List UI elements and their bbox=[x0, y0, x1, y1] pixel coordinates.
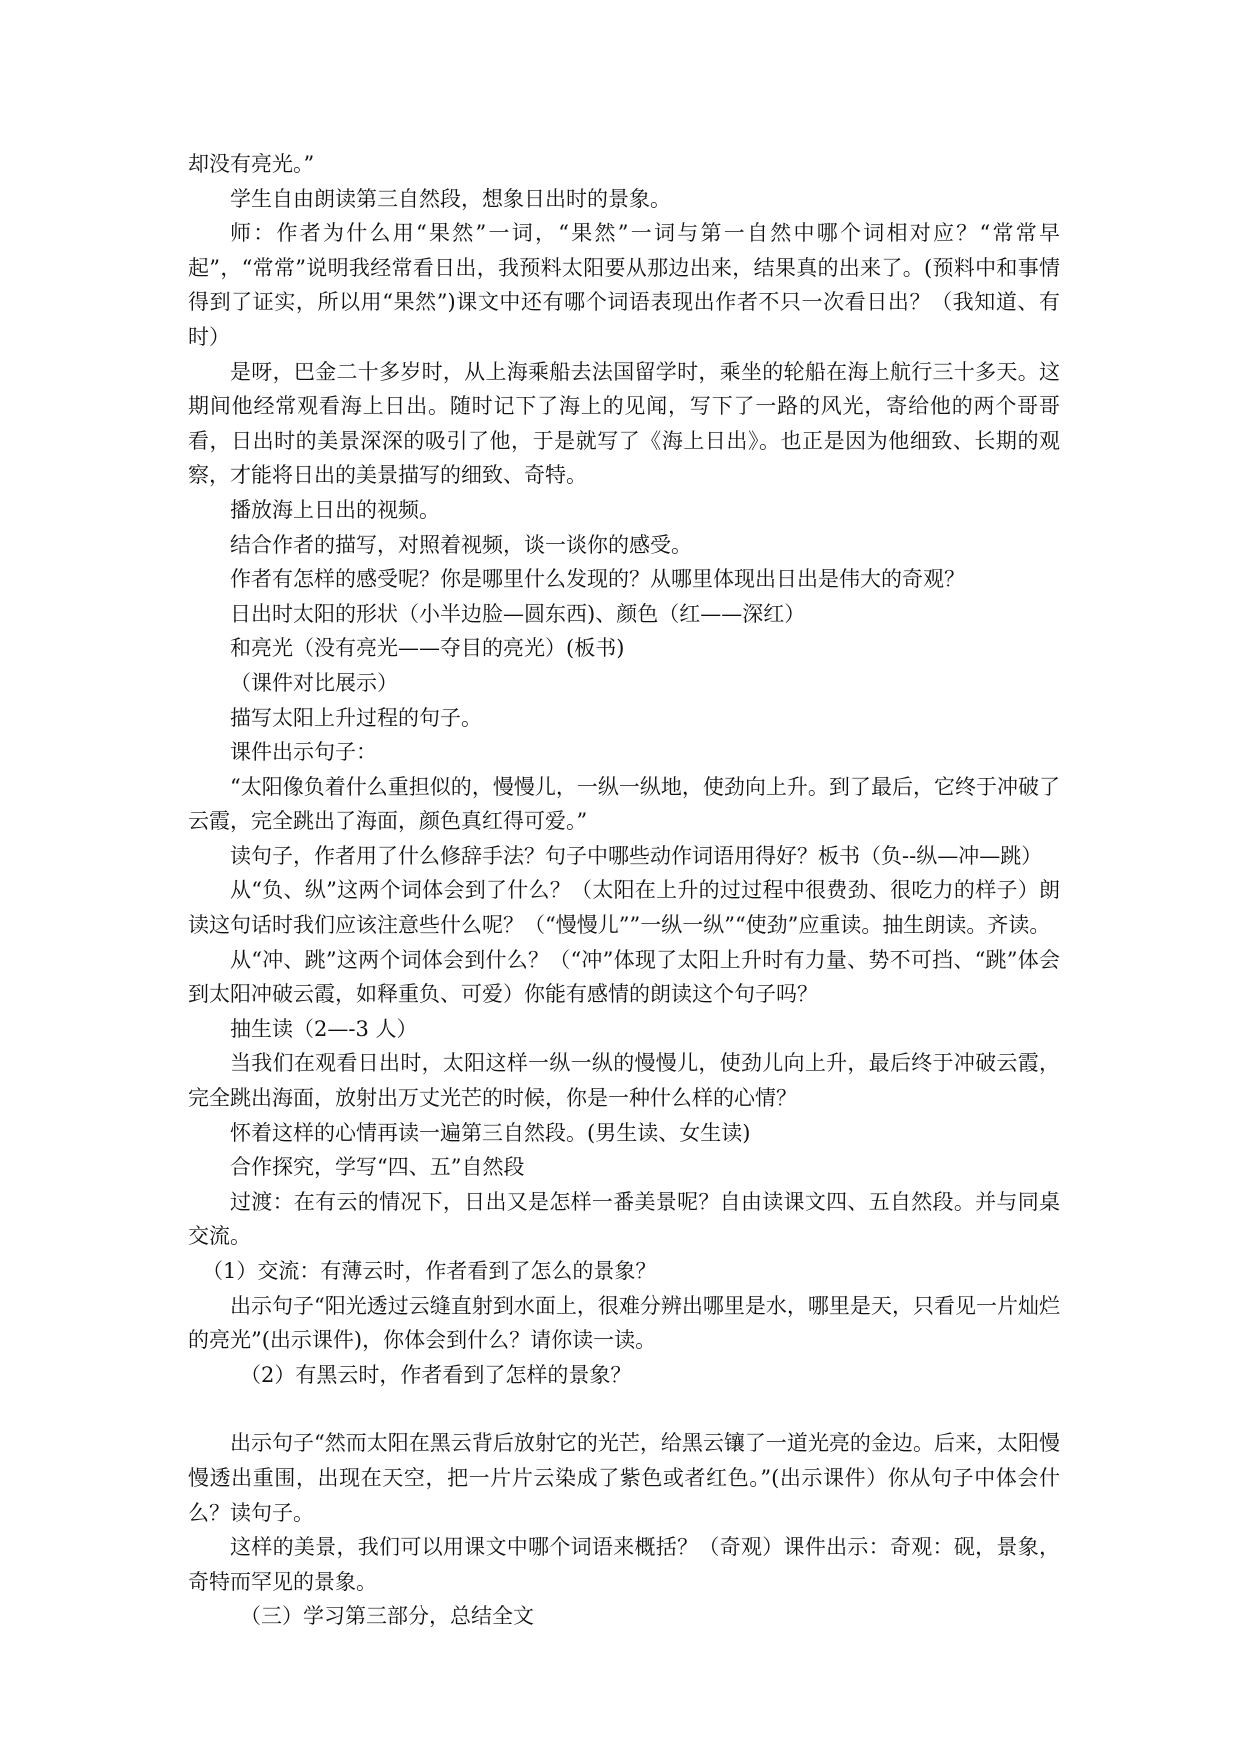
paragraph: 结合作者的描写，对照着视频，谈一谈你的感受。 bbox=[230, 532, 692, 557]
paragraph: 抽生读（2—-3 人） bbox=[230, 1016, 418, 1041]
blank-line bbox=[188, 1392, 1060, 1426]
paragraph: （课件对比展示） bbox=[230, 670, 398, 695]
paragraph: 师：作者为什么用“果然”一词，“果然”一词与第一自然中哪个词相对应？“常常早起”，“常常”说明我经常看日出，我预料太阳要从那边出来，结果真的出来了。(预料中和事情得到了证实，所以用“果然”)课文中还有哪个词语表现出作者不只一次看日出？（我知道、有时） bbox=[188, 221, 1060, 349]
paragraph: 从“冲、跳”这两个词体会到什么？（“冲”体现了太阳上升时有力量、势不可挡、“跳”体会到太阳冲破云霞，如释重负、可爱）你能有感情的朗读这个句子吗？ bbox=[188, 947, 1060, 1007]
paragraph: 出示句子“阳光透过云缝直射到水面上，很难分辨出哪里是水，哪里是天，只看见一片灿烂的亮光”(出示课件)，你体会到什么？请你读一读。 bbox=[188, 1293, 1060, 1353]
paragraph: 这样的美景，我们可以用课文中哪个词语来概括？（奇观）课件出示：奇观：砚，景象，奇特而罕见的景象。 bbox=[188, 1535, 1060, 1594]
paragraph: 读句子，作者用了什么修辞手法？句子中哪些动作词语用得好？板书（负--纵—冲—跳） bbox=[230, 843, 1043, 868]
paragraph: 当我们在观看日出时，太阳这样一纵一纵的慢慢儿，使劲儿向上升，最后终于冲破云霞，完全跳出海面，放射出万丈光芒的时候，你是一种什么样的心情？ bbox=[188, 1051, 1060, 1111]
paragraph: 描写太阳上升过程的句子。 bbox=[230, 705, 482, 730]
paragraph: 播放海上日出的视频。 bbox=[230, 497, 440, 522]
paragraph: 是呀，巴金二十多岁时，从上海乘船去法国留学时，乘坐的轮船在海上航行三十多天。这期间他经常观看海上日出。随时记下了海上的见闻，写下了一路的风光，寄给他的两个哥哥看，日出时的美景深深的吸引了他，于是就写了《海上日出》。也正是因为他细致、长期的观察，才能将日出的美景描写的细致、奇特。 bbox=[188, 359, 1060, 488]
section-heading: 合作探究，学写“四、五”自然段 bbox=[230, 1155, 525, 1180]
quoted-sentence: “太阳像负着什么重担似的，慢慢儿，一纵一纵地，使劲向上升。到了最后，它终于冲破了云霞，完全跳出了海面，颜色真红得可爱。” bbox=[188, 774, 1060, 834]
paragraph: 课件出示句子： bbox=[230, 740, 377, 765]
paragraph: 日出时太阳的形状（小半边脸—圆东西)、颜色（红——深红） bbox=[230, 601, 806, 626]
paragraph: 作者有怎样的感受呢？你是哪里什么发现的？从哪里体现出日出是伟大的奇观？ bbox=[230, 567, 965, 592]
paragraph: 过渡：在有云的情况下，日出又是怎样一番美景呢？自由读课文四、五自然段。并与同桌交流。 bbox=[188, 1189, 1060, 1249]
paragraph-continuation: 却没有亮光。” bbox=[188, 152, 315, 176]
paragraph: 从“负、纵”这两个词体会到了什么？（太阳在上升的过过程中很费劲、很吃力的样子）朗读这句话时我们应该注意些什么呢？（“慢慢儿””一纵一纵”“使劲”应重读。抽生朗读。齐读。 bbox=[188, 878, 1060, 938]
paragraph: 学生自由朗读第三自然段，想象日出时的景象。 bbox=[230, 186, 671, 211]
numbered-item: （1）交流：有薄云时，作者看到了怎么的景象？ bbox=[202, 1259, 657, 1283]
paragraph: 怀着这样的心情再读一遍第三自然段。(男生读、女生读) bbox=[230, 1120, 751, 1145]
section-heading: （三）学习第三部分，总结全文 bbox=[240, 1604, 534, 1629]
document-body bbox=[188, 147, 1060, 1634]
paragraph: 出示句子“然而太阳在黑云背后放射它的光芒，给黑云镶了一道光亮的金边。后来，太阳慢慢透出重围，出现在天空，把一片片云染成了紫色或者红色。”(出示课件）你从句子中体会什么？读句子。 bbox=[188, 1431, 1060, 1525]
numbered-item: （2）有黑云时，作者看到了怎样的景象？ bbox=[240, 1362, 632, 1387]
paragraph: 和亮光（没有亮光——夺目的亮光）(板书) bbox=[230, 636, 625, 661]
